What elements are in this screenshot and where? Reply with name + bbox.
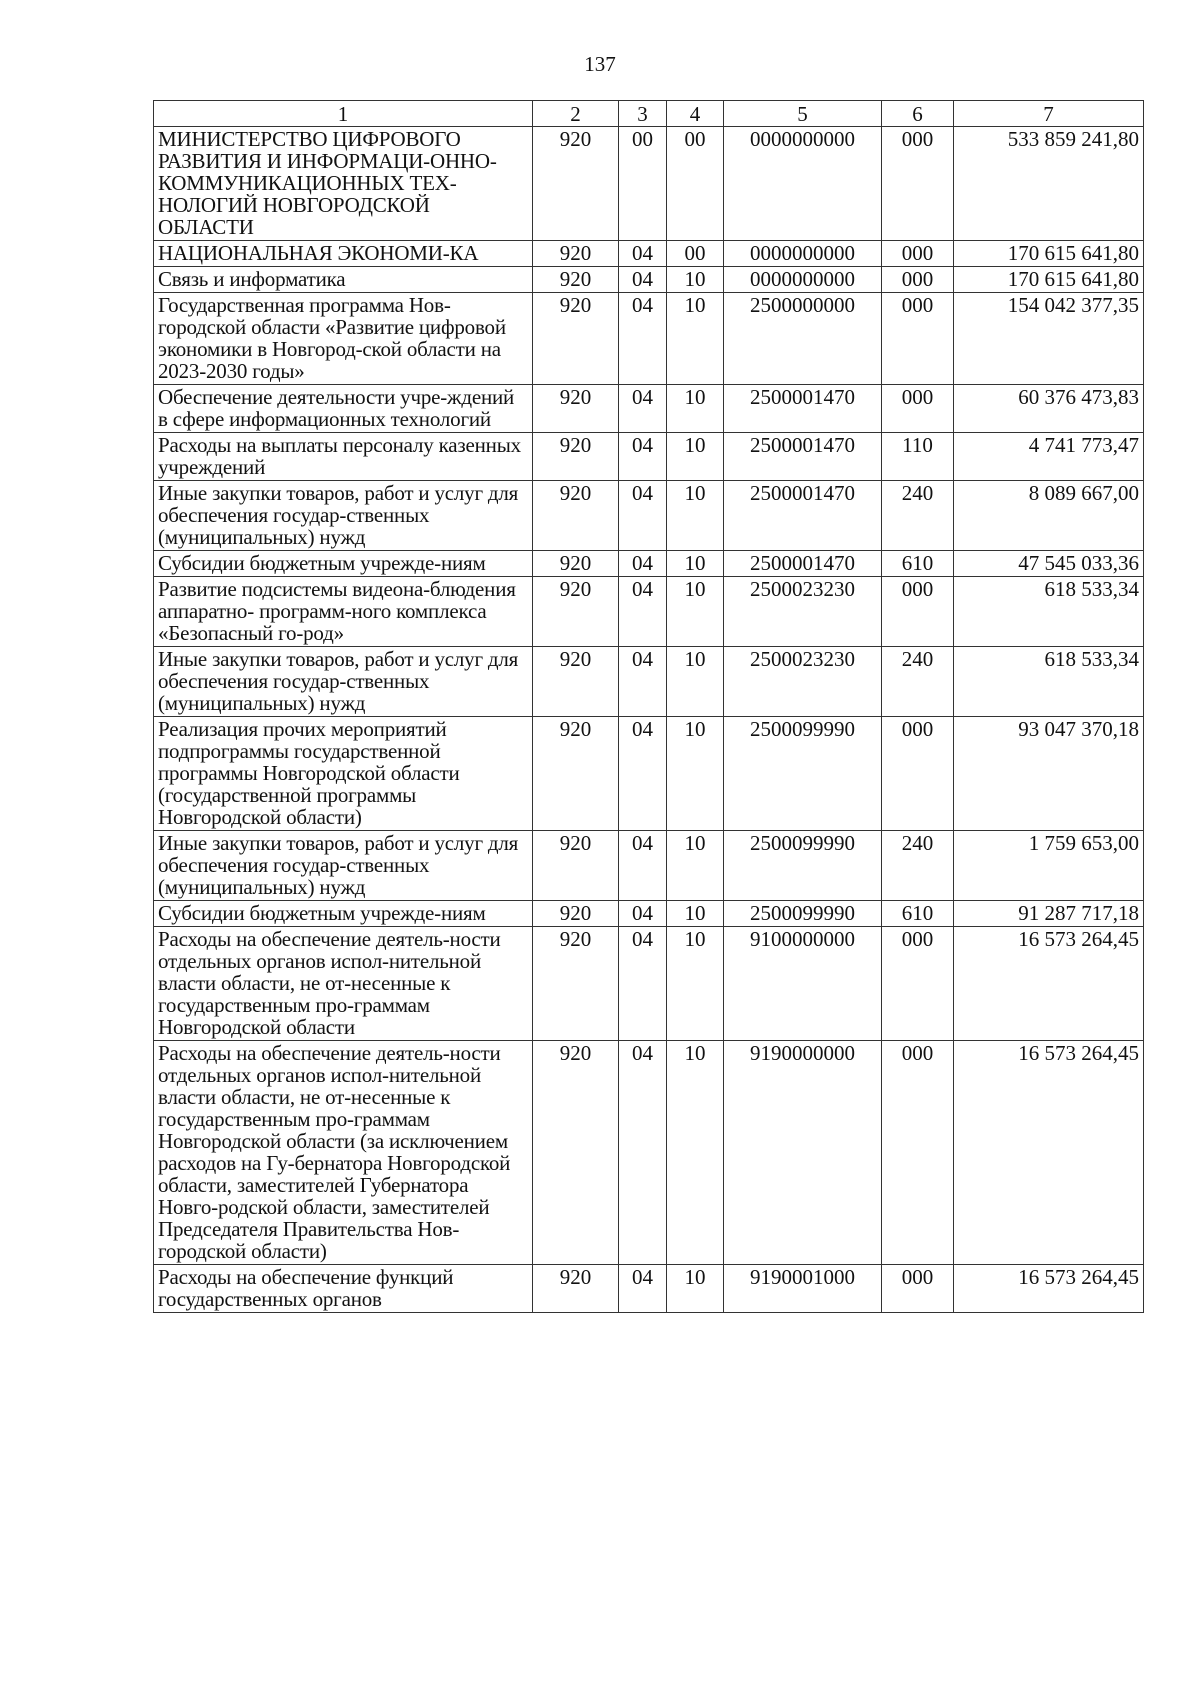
amount-cell: 4 741 773,47 bbox=[954, 433, 1144, 481]
expense-name-cell: Субсидии бюджетным учрежде-ниям bbox=[154, 551, 533, 577]
ministry-code-cell: 920 bbox=[533, 1265, 619, 1313]
expense-type-cell: 000 bbox=[882, 717, 954, 831]
header-col-3: 3 bbox=[619, 101, 667, 127]
subsection-code-cell: 10 bbox=[667, 1041, 724, 1265]
table-row bbox=[154, 901, 1144, 927]
header-col-6: 6 bbox=[882, 101, 954, 127]
expense-type-cell: 000 bbox=[882, 1041, 954, 1265]
amount-cell: 533 859 241,80 bbox=[954, 127, 1144, 241]
expense-name-cell: Государственная программа Нов-городской области «Развитие цифровой экономики в Новгород-ской области на 2023-2030 годы» bbox=[154, 293, 533, 385]
amount-cell: 618 533,34 bbox=[954, 577, 1144, 647]
amount-cell: 16 573 264,45 bbox=[954, 927, 1144, 1041]
subsection-code-cell: 10 bbox=[667, 385, 724, 433]
section-code-cell: 04 bbox=[619, 901, 667, 927]
subsection-code-cell: 10 bbox=[667, 927, 724, 1041]
target-article-cell: 9190001000 bbox=[724, 1265, 882, 1313]
section-code-cell: 04 bbox=[619, 385, 667, 433]
expense-type-cell: 240 bbox=[882, 481, 954, 551]
expense-type-cell: 000 bbox=[882, 927, 954, 1041]
ministry-code-cell: 920 bbox=[533, 241, 619, 267]
ministry-code-cell: 920 bbox=[533, 927, 619, 1041]
section-code-cell: 04 bbox=[619, 927, 667, 1041]
target-article-cell: 2500001470 bbox=[724, 481, 882, 551]
amount-cell: 618 533,34 bbox=[954, 647, 1144, 717]
expense-name-cell: НАЦИОНАЛЬНАЯ ЭКОНОМИ-КА bbox=[154, 241, 533, 267]
subsection-code-cell: 10 bbox=[667, 831, 724, 901]
amount-cell: 47 545 033,36 bbox=[954, 551, 1144, 577]
section-code-cell: 04 bbox=[619, 267, 667, 293]
expense-name-cell: Обеспечение деятельности учре-ждений в сфере информационных технологий bbox=[154, 385, 533, 433]
table-row bbox=[154, 647, 1144, 717]
table-row bbox=[154, 267, 1144, 293]
table-row bbox=[154, 927, 1144, 1041]
expense-name-cell: Связь и информатика bbox=[154, 267, 533, 293]
table-row bbox=[154, 717, 1144, 831]
target-article-cell: 2500023230 bbox=[724, 647, 882, 717]
expense-name-cell: Иные закупки товаров, работ и услуг для обеспечения государ-ственных (муниципальных) нужд bbox=[154, 831, 533, 901]
ministry-code-cell: 920 bbox=[533, 267, 619, 293]
expense-name-cell: Расходы на обеспечение деятель-ности отдельных органов испол-нительной власти области, не от-несенные к государственным про-граммам Новгородской области (за исключением расходов на Гу-бернатора Новгородской области, заместителей Губернатора Новго-родской области, заместителей Председателя Правительства Нов-городской области) bbox=[154, 1041, 533, 1265]
table-row bbox=[154, 831, 1144, 901]
target-article-cell: 2500001470 bbox=[724, 433, 882, 481]
ministry-code-cell: 920 bbox=[533, 127, 619, 241]
ministry-code-cell: 920 bbox=[533, 1041, 619, 1265]
table-header-row bbox=[154, 101, 1144, 127]
table-row bbox=[154, 127, 1144, 241]
table-row bbox=[154, 385, 1144, 433]
section-code-cell: 04 bbox=[619, 481, 667, 551]
subsection-code-cell: 10 bbox=[667, 647, 724, 717]
target-article-cell: 0000000000 bbox=[724, 267, 882, 293]
target-article-cell: 0000000000 bbox=[724, 127, 882, 241]
section-code-cell: 04 bbox=[619, 241, 667, 267]
expense-name-cell: Расходы на обеспечение деятель-ности отдельных органов испол-нительной власти области, не от-несенные к государственным про-граммам Новгородской области bbox=[154, 927, 533, 1041]
expense-type-cell: 240 bbox=[882, 647, 954, 717]
table-row bbox=[154, 241, 1144, 267]
expense-type-cell: 240 bbox=[882, 831, 954, 901]
header-col-4: 4 bbox=[667, 101, 724, 127]
ministry-code-cell: 920 bbox=[533, 901, 619, 927]
amount-cell: 170 615 641,80 bbox=[954, 241, 1144, 267]
expense-type-cell: 000 bbox=[882, 577, 954, 647]
table-row bbox=[154, 577, 1144, 647]
expense-name-cell: Развитие подсистемы видеона-блюдения аппаратно- программ-ного комплекса «Безопасный го-род» bbox=[154, 577, 533, 647]
amount-cell: 16 573 264,45 bbox=[954, 1265, 1144, 1313]
expense-type-cell: 000 bbox=[882, 1265, 954, 1313]
subsection-code-cell: 10 bbox=[667, 267, 724, 293]
amount-cell: 8 089 667,00 bbox=[954, 481, 1144, 551]
amount-cell: 93 047 370,18 bbox=[954, 717, 1144, 831]
section-code-cell: 04 bbox=[619, 551, 667, 577]
ministry-code-cell: 920 bbox=[533, 551, 619, 577]
amount-cell: 154 042 377,35 bbox=[954, 293, 1144, 385]
expense-name-cell: Иные закупки товаров, работ и услуг для обеспечения государ-ственных (муниципальных) нужд bbox=[154, 481, 533, 551]
target-article-cell: 9190000000 bbox=[724, 1041, 882, 1265]
header-col-5: 5 bbox=[724, 101, 882, 127]
amount-cell: 1 759 653,00 bbox=[954, 831, 1144, 901]
table-row bbox=[154, 1041, 1144, 1265]
table-row bbox=[154, 551, 1144, 577]
subsection-code-cell: 10 bbox=[667, 433, 724, 481]
expense-name-cell: Реализация прочих мероприятий подпрограммы государственной программы Новгородской области (государственной программы Новгородской области) bbox=[154, 717, 533, 831]
section-code-cell: 04 bbox=[619, 293, 667, 385]
target-article-cell: 2500099990 bbox=[724, 831, 882, 901]
section-code-cell: 04 bbox=[619, 1041, 667, 1265]
amount-cell: 170 615 641,80 bbox=[954, 267, 1144, 293]
ministry-code-cell: 920 bbox=[533, 481, 619, 551]
subsection-code-cell: 10 bbox=[667, 481, 724, 551]
expense-name-cell: Иные закупки товаров, работ и услуг для обеспечения государ-ственных (муниципальных) нужд bbox=[154, 647, 533, 717]
expense-name-cell: Расходы на выплаты персоналу казенных учреждений bbox=[154, 433, 533, 481]
subsection-code-cell: 00 bbox=[667, 241, 724, 267]
target-article-cell: 2500000000 bbox=[724, 293, 882, 385]
header-col-2: 2 bbox=[533, 101, 619, 127]
ministry-code-cell: 920 bbox=[533, 577, 619, 647]
expense-type-cell: 000 bbox=[882, 385, 954, 433]
table-row bbox=[154, 481, 1144, 551]
section-code-cell: 04 bbox=[619, 1265, 667, 1313]
ministry-code-cell: 920 bbox=[533, 385, 619, 433]
section-code-cell: 04 bbox=[619, 717, 667, 831]
ministry-code-cell: 920 bbox=[533, 647, 619, 717]
section-code-cell: 04 bbox=[619, 831, 667, 901]
target-article-cell: 2500023230 bbox=[724, 577, 882, 647]
expense-type-cell: 000 bbox=[882, 293, 954, 385]
amount-cell: 16 573 264,45 bbox=[954, 1041, 1144, 1265]
subsection-code-cell: 10 bbox=[667, 551, 724, 577]
table-row bbox=[154, 293, 1144, 385]
ministry-code-cell: 920 bbox=[533, 717, 619, 831]
target-article-cell: 2500099990 bbox=[724, 901, 882, 927]
ministry-code-cell: 920 bbox=[533, 831, 619, 901]
page-number: 137 bbox=[584, 52, 616, 76]
target-article-cell: 2500001470 bbox=[724, 385, 882, 433]
expense-type-cell: 000 bbox=[882, 241, 954, 267]
expense-name-cell: МИНИСТЕРСТВО ЦИФРОВОГО РАЗВИТИЯ И ИНФОРМАЦИ-ОННО-КОММУНИКАЦИОННЫХ ТЕХ-НОЛОГИЙ НОВГОРОДСКОЙ ОБЛАСТИ bbox=[154, 127, 533, 241]
expense-type-cell: 110 bbox=[882, 433, 954, 481]
table-row bbox=[154, 1265, 1144, 1313]
expense-type-cell: 000 bbox=[882, 267, 954, 293]
subsection-code-cell: 10 bbox=[667, 717, 724, 831]
section-code-cell: 04 bbox=[619, 433, 667, 481]
ministry-code-cell: 920 bbox=[533, 293, 619, 385]
header-col-1: 1 bbox=[154, 101, 533, 127]
table-row bbox=[154, 433, 1144, 481]
target-article-cell: 2500001470 bbox=[724, 551, 882, 577]
expense-name-cell: Субсидии бюджетным учрежде-ниям bbox=[154, 901, 533, 927]
expense-name-cell: Расходы на обеспечение функций государственных органов bbox=[154, 1265, 533, 1313]
amount-cell: 60 376 473,83 bbox=[954, 385, 1144, 433]
target-article-cell: 9100000000 bbox=[724, 927, 882, 1041]
subsection-code-cell: 10 bbox=[667, 293, 724, 385]
amount-cell: 91 287 717,18 bbox=[954, 901, 1144, 927]
expense-type-cell: 000 bbox=[882, 127, 954, 241]
subsection-code-cell: 00 bbox=[667, 127, 724, 241]
section-code-cell: 00 bbox=[619, 127, 667, 241]
target-article-cell: 2500099990 bbox=[724, 717, 882, 831]
section-code-cell: 04 bbox=[619, 577, 667, 647]
section-code-cell: 04 bbox=[619, 647, 667, 717]
subsection-code-cell: 10 bbox=[667, 1265, 724, 1313]
ministry-code-cell: 920 bbox=[533, 433, 619, 481]
header-col-7: 7 bbox=[954, 101, 1144, 127]
subsection-code-cell: 10 bbox=[667, 901, 724, 927]
target-article-cell: 0000000000 bbox=[724, 241, 882, 267]
subsection-code-cell: 10 bbox=[667, 577, 724, 647]
expense-type-cell: 610 bbox=[882, 901, 954, 927]
expense-type-cell: 610 bbox=[882, 551, 954, 577]
budget-table bbox=[153, 100, 1144, 1313]
